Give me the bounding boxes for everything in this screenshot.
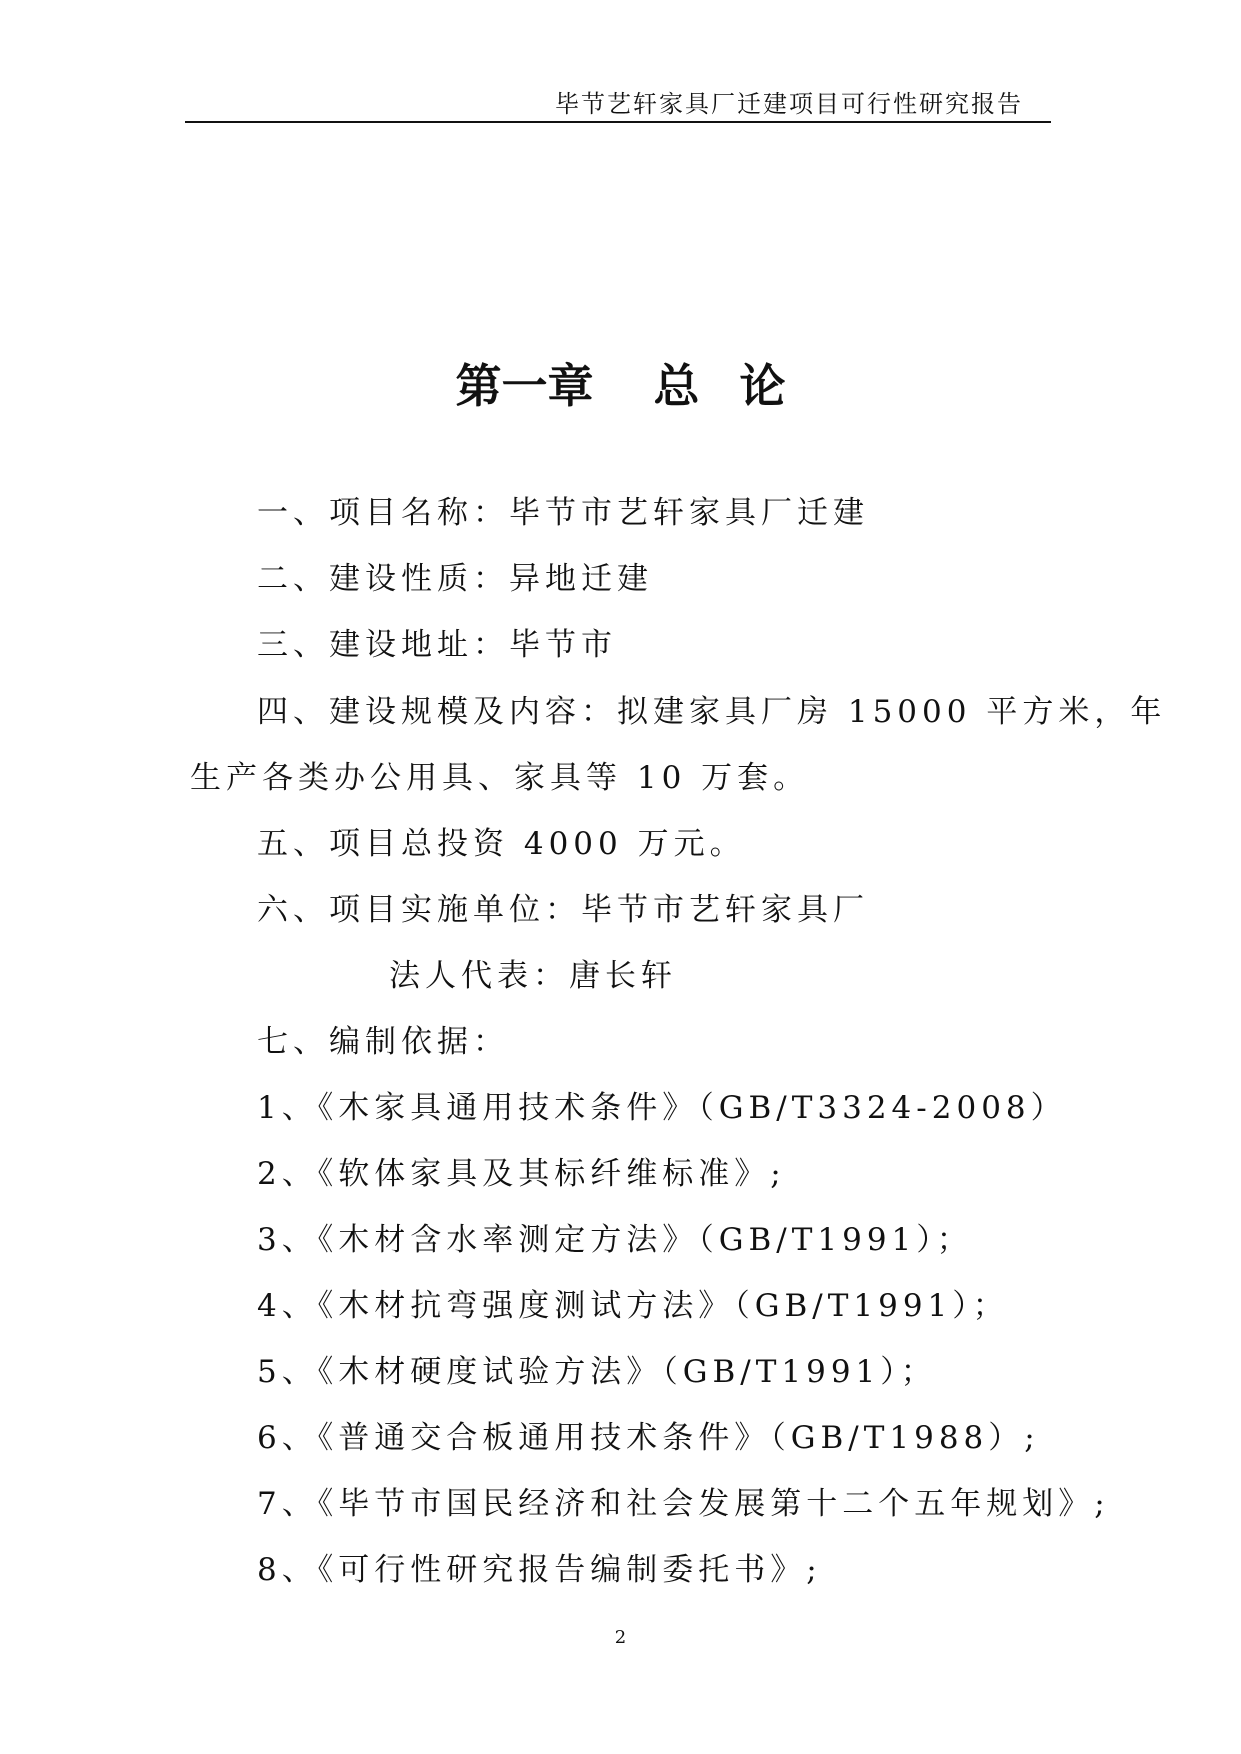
item-project-name: 一、项目名称：毕节市艺轩家具厂迁建 [257,495,869,531]
chapter-title-part1: 总 [653,359,700,413]
chapter-title-part2: 论 [739,359,786,413]
chapter-heading [0,350,1241,416]
item-compilation-basis: 七、编制依据： [257,1024,509,1060]
item-construction-site: 三、建设地址：毕节市 [257,627,617,663]
item-total-investment: 五、项目总投资 4000 万元。 [257,826,746,862]
basis-list-item: 8、《可行性研究报告编制委托书》; [257,1552,822,1588]
basis-list-item: 2、《软体家具及其标纤维标准》; [257,1156,786,1192]
item-construction-nature: 二、建设性质：异地迁建 [257,561,653,597]
item-scale-line1: 四、建设规模及内容：拟建家具厂房 15000 平方米，年 [257,694,1167,730]
basis-list-item: 7、《毕节市国民经济和社会发展第十二个五年规划》; [257,1486,1110,1522]
basis-list-item: 5、《木材硬度试验方法》（GB/T1991）； [257,1354,937,1390]
running-header-title: 毕节艺轩家具厂迁建项目可行性研究报告 [555,90,1023,118]
basis-list-item: 1、《木家具通用技术条件》（GB/T3324-2008） [257,1090,1067,1126]
item-implementing-unit: 六、项目实施单位：毕节市艺轩家具厂 [257,892,869,928]
item-legal-representative: 法人代表：唐长轩 [389,958,677,994]
header-divider [185,121,1051,123]
chapter-number: 第一章 [455,359,594,413]
basis-list-item: 6、《普通交合板通用技术条件》（GB/T1988）; [257,1420,1040,1456]
basis-list-item: 4、《木材抗弯强度测试方法》（GB/T1991）； [257,1288,1009,1324]
page-number: 2 [614,1627,627,1648]
item-scale-line2: 生产各类办公用具、家具等 10 万套。 [190,760,810,796]
basis-list-item: 3、《木材含水率测定方法》（GB/T1991）； [257,1222,973,1258]
